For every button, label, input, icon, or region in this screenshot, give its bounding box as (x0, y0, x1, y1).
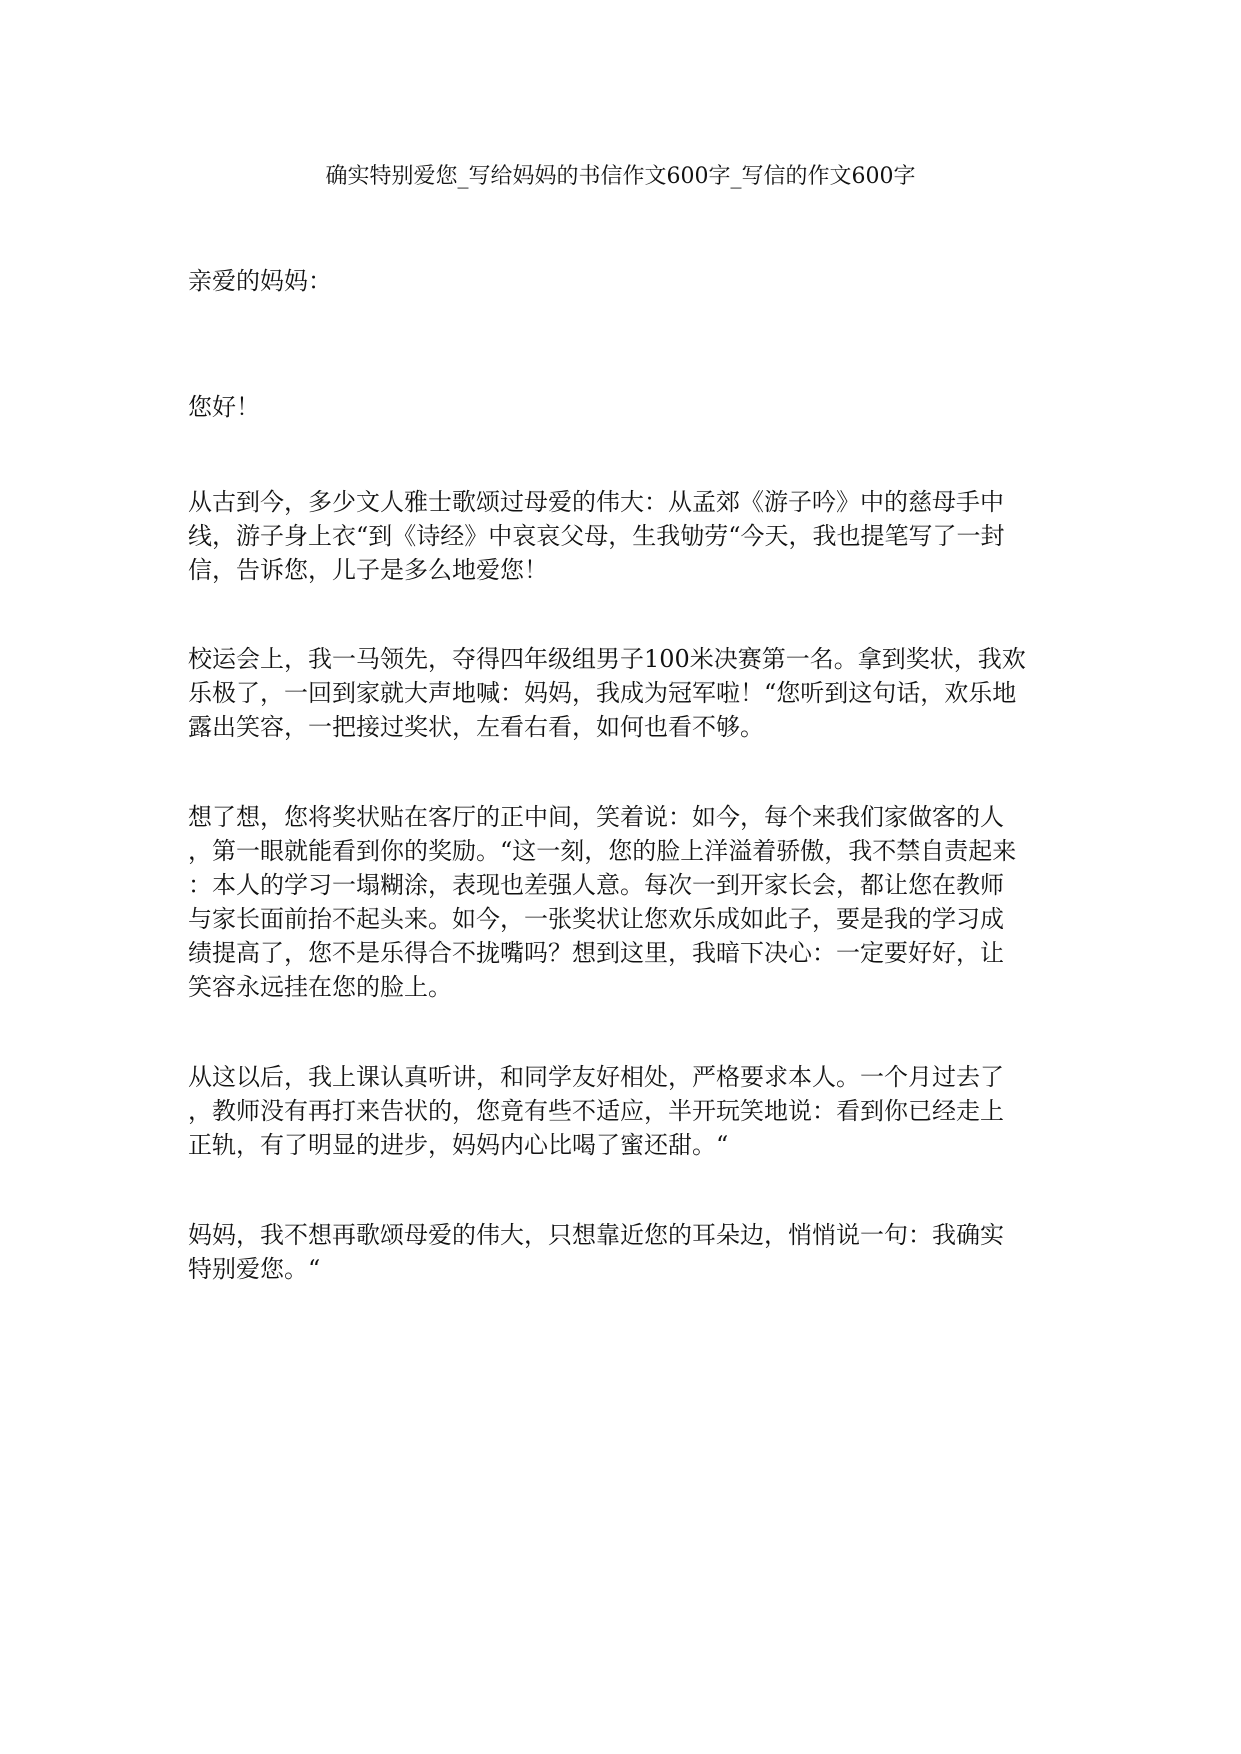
body-paragraph: 想了想，您将奖状贴在客厅的正中间，笑着说：如今，每个来我们家做客的人 ，第一眼就能看到你的奖励。“这一刻，您的脸上洋溢着骄傲，我不禁自责起来 ：本人的学习一塌糊涂，表现也差强人意。每次一到开家长会，都让您在教师 与家长面前抬不起头来。如今，一张奖状让您欢乐成如此子，要是我的学习成 绩提高了，您不是乐得合不拢嘴吗？想到这里，我暗下决心：一定要好好，让 笑容永远挂在您的脸上。 (188, 803, 1017, 1001)
closing-paragraph: 妈妈，我不想再歌颂母爱的伟大，只想靠近您的耳朵边，悄悄说一句：我确实 特别爱您。“ (188, 1221, 1004, 1283)
document-title: 确实特别爱您_写给妈妈的书信作文600字_写信的作文600字 (325, 164, 916, 189)
body-paragraph: 从古到今，多少文人雅士歌颂过母爱的伟大：从孟郊《游子吟》中的慈母手中 线，游子身上衣“到《诗经》中哀哀父母，生我劬劳“今天，我也提笔写了一封 信，告诉您，儿子是多么地爱您！ (188, 488, 1005, 584)
body-paragraph: 从这以后，我上课认真听讲，和同学友好相处，严格要求本人。一个月过去了 ，教师没有再打来告状的，您竟有些不适应，半开玩笑地说：看到你已经走上 正轨，有了明显的进步，妈妈内心比喝了蜜还甜。“ (188, 1063, 1004, 1159)
body-paragraph: 校运会上，我一马领先，夺得四年级组男子100米决赛第一名。拿到奖状，我欢 乐极了，一回到家就大声地喊：妈妈，我成为冠军啦！“您听到这句话，欢乐地 露出笑容，一把接过奖状，左看右看，如何也看不够。 (188, 645, 1026, 741)
letter-salutation: 您好！ (188, 393, 260, 421)
letter-greeting: 亲爱的妈妈： (188, 267, 332, 295)
